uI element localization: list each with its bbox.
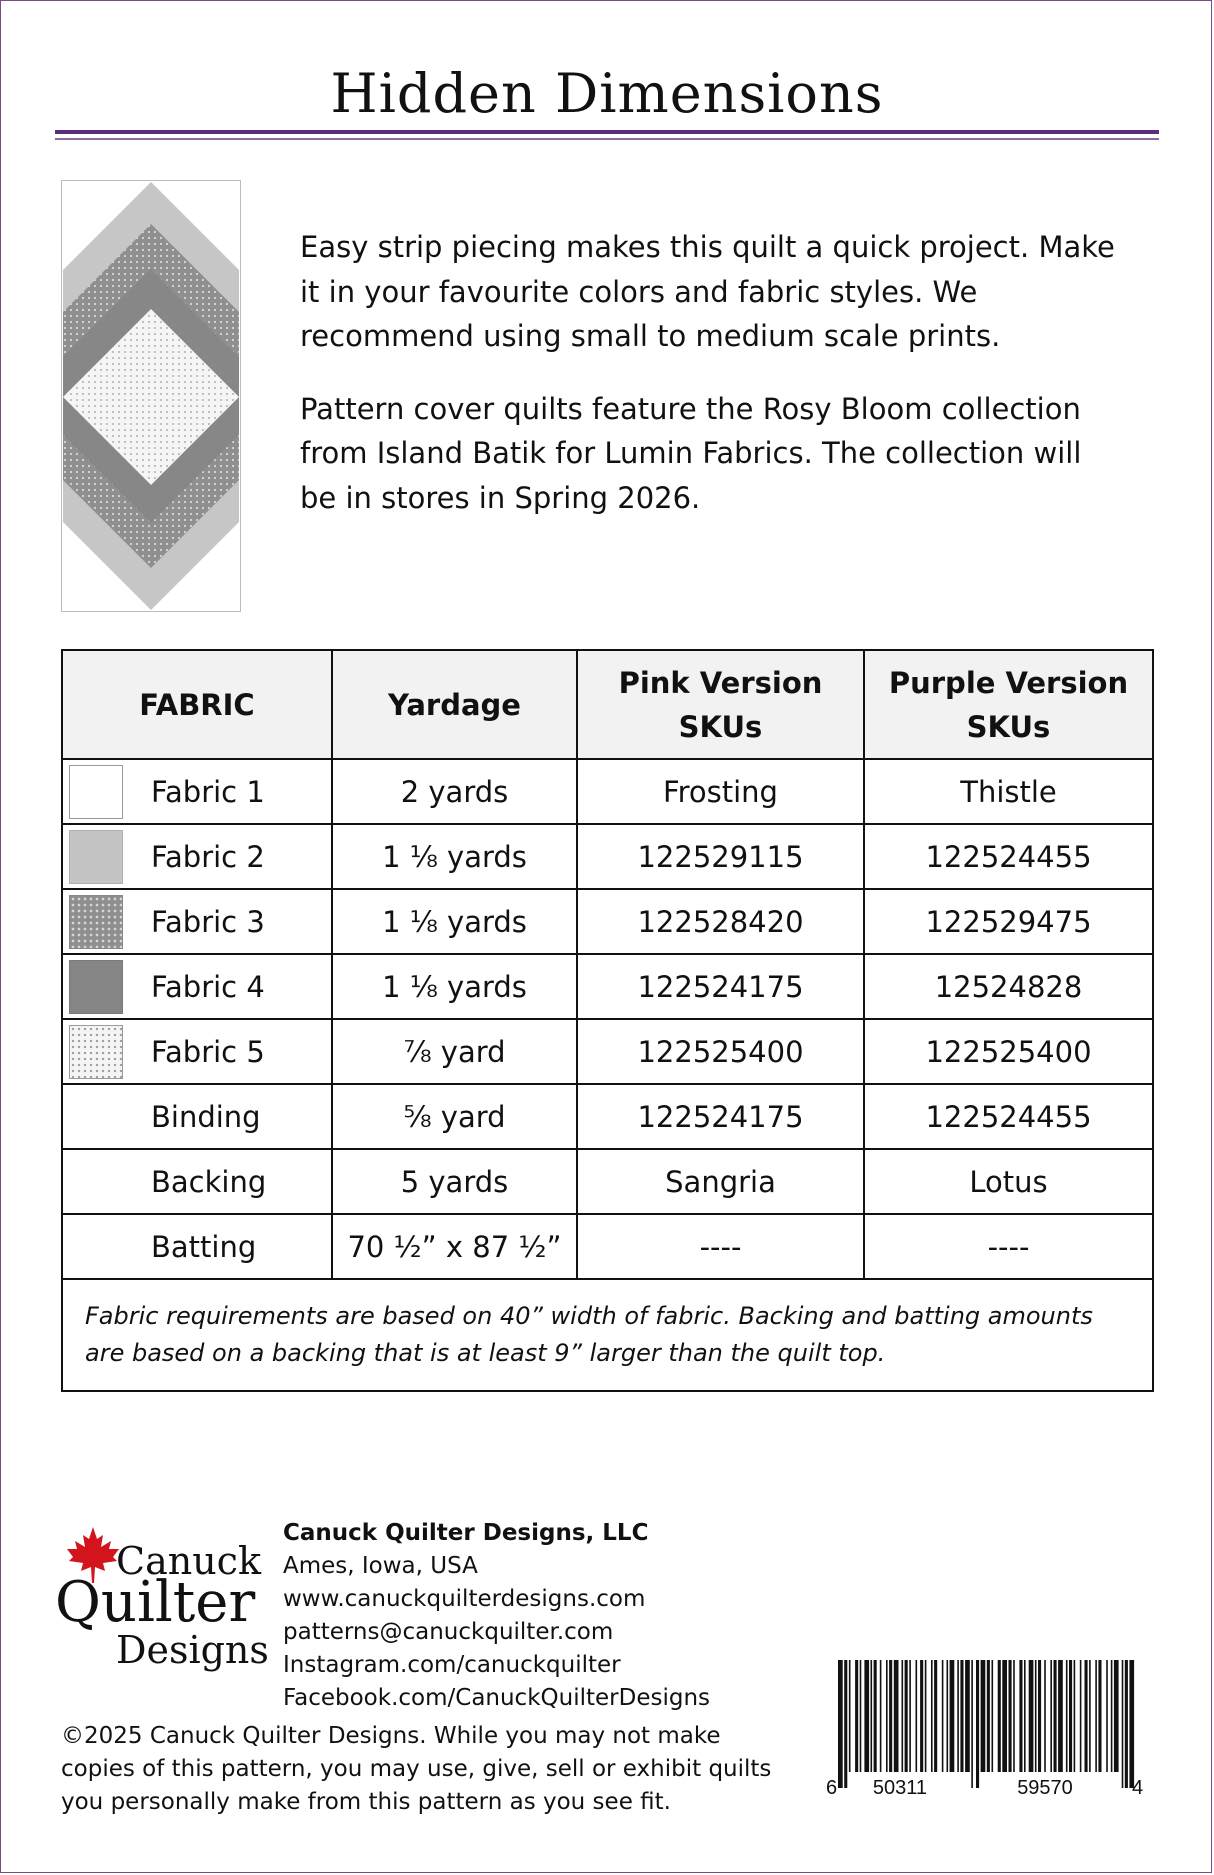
barcode-group-1: 50311 — [872, 1777, 928, 1799]
pink-sku-cell: 122525400 — [577, 1019, 864, 1084]
swatch-dotted-gray — [69, 895, 123, 949]
barcode-bar — [871, 1660, 873, 1772]
barcode-bar — [1095, 1660, 1097, 1772]
barcode-bar — [909, 1660, 911, 1772]
pink-sku-cell: 122529115 — [577, 824, 864, 889]
barcode-bar — [971, 1660, 973, 1788]
table-row — [62, 1149, 1153, 1214]
barcode-bar — [992, 1660, 994, 1772]
intro-text — [300, 225, 1120, 548]
pink-sku-cell: 122524175 — [577, 1084, 864, 1149]
purple-sku-cell: Thistle — [864, 759, 1153, 824]
fabric-name: Binding — [151, 1099, 261, 1134]
barcode-bar — [965, 1660, 970, 1772]
barcode-bar — [1085, 1660, 1088, 1772]
fabric-name-cell — [62, 889, 332, 954]
barcode-bar — [889, 1660, 892, 1772]
yardage-cell: ⅝ yard — [332, 1084, 577, 1149]
fabric-name: Fabric 3 — [151, 904, 265, 939]
table-row — [62, 824, 1153, 889]
barcode-bar — [950, 1660, 955, 1772]
barcode-bar — [855, 1660, 858, 1772]
barcode-bar — [916, 1660, 918, 1772]
fabric-requirements-table — [61, 649, 1154, 1392]
barcode-bar — [886, 1660, 888, 1772]
barcode-bar — [849, 1660, 851, 1772]
barcode-bar — [1019, 1660, 1022, 1772]
table-row — [62, 954, 1153, 1019]
title-rule-thin — [55, 138, 1159, 140]
barcode-bar — [920, 1660, 923, 1772]
fabric-name: Backing — [151, 1164, 267, 1199]
barcode-bar — [925, 1660, 927, 1772]
fabric-name-cell — [62, 1214, 332, 1279]
header-fabric: FABRIC — [62, 650, 332, 759]
barcode-bar — [844, 1660, 847, 1788]
barcode-bar — [931, 1660, 933, 1772]
barcode-bar — [860, 1660, 862, 1772]
purple-sku-cell: Lotus — [864, 1149, 1153, 1214]
pink-sku-cell: Sangria — [577, 1149, 864, 1214]
purple-sku-cell: 122525400 — [864, 1019, 1153, 1084]
barcode-bar — [1074, 1660, 1076, 1772]
header-pink-line1: Pink Version — [618, 665, 823, 700]
email-link[interactable]: patterns@canuckquilter.com — [283, 1619, 614, 1645]
barcode-bar — [998, 1660, 1001, 1772]
barcode-bar — [1066, 1660, 1068, 1772]
barcode-bar — [1069, 1660, 1072, 1772]
barcode-bar — [1044, 1660, 1046, 1772]
fabric-name: Fabric 5 — [151, 1034, 265, 1069]
yardage-cell: 1 ⅛ yards — [332, 824, 577, 889]
intro-paragraph-2: Pattern cover quilts feature the Rosy Bloom collection from Island Batik for Lumin Fabrics. The collection will be in stores in Spring 2026. — [300, 391, 1082, 515]
pink-sku-cell: 122524175 — [577, 954, 864, 1019]
barcode-bar — [1111, 1660, 1113, 1772]
purple-sku-cell: 122529475 — [864, 889, 1153, 954]
barcode-bar — [1024, 1660, 1026, 1772]
barcode-bar — [1002, 1660, 1007, 1772]
barcode-bar — [1080, 1660, 1082, 1772]
yardage-cell: 70 ½” x 87 ½” — [332, 1214, 577, 1279]
table-row — [62, 1019, 1153, 1084]
swatch-light-gray — [69, 830, 123, 884]
swatch-white — [69, 765, 123, 819]
company-location: Ames, Iowa, USA — [283, 1553, 478, 1579]
fabric-name-cell — [62, 1084, 332, 1149]
barcode-bar — [934, 1660, 937, 1772]
table-row — [62, 1214, 1153, 1279]
purple-sku-cell: ---- — [864, 1214, 1153, 1279]
yardage-cell: 5 yards — [332, 1149, 577, 1214]
fabric-name-cell — [62, 1019, 332, 1084]
swatch-dotted-white — [69, 1025, 123, 1079]
table-row — [62, 1084, 1153, 1149]
quilt-illustration — [61, 180, 241, 612]
company-name: Canuck Quilter Designs, LLC — [283, 1520, 649, 1546]
header-purple-line1: Purple Version — [888, 665, 1129, 700]
barcode-bar — [1122, 1660, 1124, 1788]
fabric-name-cell — [62, 824, 332, 889]
fabric-name-cell — [62, 954, 332, 1019]
pink-sku-cell: Frosting — [577, 759, 864, 824]
fabric-name: Fabric 1 — [151, 774, 265, 809]
barcode — [820, 1660, 1150, 1800]
barcode-bar — [957, 1660, 959, 1772]
barcode-bar — [1035, 1660, 1037, 1772]
barcode-bar — [1125, 1660, 1128, 1788]
purple-sku-cell: 12524828 — [864, 954, 1153, 1019]
pink-sku-cell: 122528420 — [577, 889, 864, 954]
header-purple-skus — [864, 650, 1153, 759]
pink-sku-cell: ---- — [577, 1214, 864, 1279]
barcode-bar — [874, 1660, 877, 1772]
barcode-bar — [942, 1660, 944, 1772]
fabric-name: Batting — [151, 1229, 257, 1264]
header-yardage: Yardage — [332, 650, 577, 759]
facebook-link[interactable]: Facebook.com/CanuckQuilterDesigns — [283, 1685, 711, 1711]
barcode-bar — [1106, 1660, 1108, 1772]
barcode-bar — [1129, 1660, 1134, 1788]
intro-paragraph-1: Easy strip piecing makes this quilt a quick project. Make it in your favourite colors and fabric styles. We recommend using small to medium scale prints. — [300, 230, 1115, 353]
barcode-bar — [864, 1660, 869, 1772]
barcode-bar — [1098, 1660, 1101, 1772]
page-title: Hidden Dimensions — [330, 62, 884, 125]
barcode-bar — [947, 1660, 949, 1772]
barcode-bar — [1013, 1660, 1015, 1772]
header-pink-skus — [577, 650, 864, 759]
barcode-bar — [1054, 1660, 1057, 1772]
logo-word-quilter: Quilter — [55, 1570, 256, 1635]
barcode-bar — [1114, 1660, 1119, 1772]
table-row — [62, 759, 1153, 824]
swatch-dark-gray — [69, 960, 123, 1014]
barcode-bar — [1089, 1660, 1091, 1772]
table-header-row — [62, 650, 1153, 759]
barcode-bar — [981, 1660, 986, 1772]
barcode-group-2: 59570 — [1017, 1777, 1073, 1799]
logo-word-canuck: Canuck — [116, 1539, 261, 1583]
barcode-bar — [1038, 1660, 1041, 1772]
barcode-bar — [902, 1660, 904, 1772]
instagram-link[interactable]: Instagram.com/canuckquilter — [283, 1652, 621, 1678]
contact-block — [283, 1517, 710, 1715]
purple-sku-cell: 122524455 — [864, 824, 1153, 889]
yardage-cell: ⅞ yard — [332, 1019, 577, 1084]
barcode-bar — [1009, 1660, 1012, 1772]
barcode-bar — [987, 1660, 990, 1772]
table-row — [62, 889, 1153, 954]
table-note-row — [62, 1279, 1153, 1391]
table-note: Fabric requirements are based on 40” width of fabric. Backing and batting amounts are based on a backing that is at least 9” larger than the quilt top. — [62, 1279, 1153, 1391]
barcode-lead-digit: 6 — [826, 1777, 838, 1799]
header-pink-line2: SKUs — [678, 709, 763, 744]
barcode-bar — [1029, 1660, 1034, 1772]
title-rule-thick — [55, 130, 1159, 134]
barcode-bar — [894, 1660, 899, 1772]
yardage-cell: 2 yards — [332, 759, 577, 824]
barcode-bar — [1058, 1660, 1063, 1772]
barcode-check-digit: 4 — [1132, 1777, 1144, 1799]
copyright-notice: ©2025 Canuck Quilter Designs. While you may not make copies of this pattern, you may use, give, sell or exhibit quilts you personally make from this pattern as you see fit. — [61, 1723, 772, 1815]
barcode-bar — [1050, 1660, 1052, 1772]
fabric-name: Fabric 2 — [151, 839, 265, 874]
barcode-bar — [880, 1660, 882, 1772]
barcode-bar — [905, 1660, 908, 1772]
barcode-bar — [976, 1660, 979, 1788]
fabric-name: Fabric 4 — [151, 969, 265, 1004]
fabric-name-cell — [62, 1149, 332, 1214]
yardage-cell: 1 ⅛ yards — [332, 954, 577, 1019]
barcode-bar — [960, 1660, 963, 1772]
logo-word-designs: Designs — [116, 1628, 269, 1672]
fabric-name-cell — [62, 759, 332, 824]
barcode-bar — [838, 1660, 843, 1788]
header-purple-line2: SKUs — [966, 709, 1051, 744]
yardage-cell: 1 ⅛ yards — [332, 889, 577, 954]
purple-sku-cell: 122524455 — [864, 1084, 1153, 1149]
website-link[interactable]: www.canuckquilterdesigns.com — [283, 1586, 646, 1612]
